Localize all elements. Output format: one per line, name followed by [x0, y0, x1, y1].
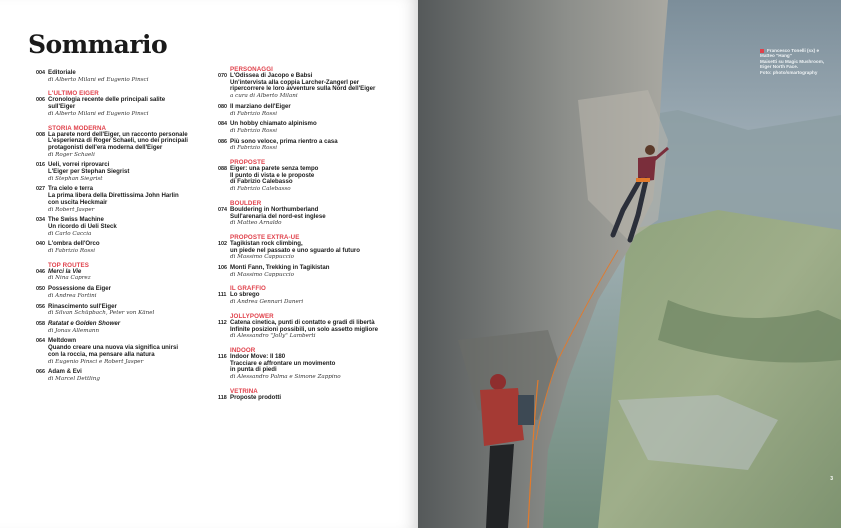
contents-column-left — [36, 66, 206, 383]
section-heading: PERSONAGGI — [230, 66, 273, 73]
section-heading: INDOOR — [230, 346, 256, 354]
page-title: Sommario — [28, 30, 168, 59]
contents-entry[interactable] — [36, 132, 206, 159]
entry-author: di Fabrizio Rossi — [48, 248, 96, 255]
contents-entry[interactable] — [36, 369, 206, 382]
entry-author: a cura di Alberto Milani — [230, 93, 298, 100]
contents-entry[interactable] — [218, 241, 386, 261]
entry-page-number: 080 — [218, 103, 227, 110]
entry-author: di Fabrizio Calebasso — [230, 186, 291, 193]
section-heading: JOLLYPOWER — [230, 312, 274, 320]
section-heading: L'ULTIMO EIGER — [48, 90, 99, 98]
entry-title: The Swiss Machine Un ricordo di Ueli Steck — [48, 216, 117, 230]
entry-title: Editoriale — [48, 69, 76, 76]
contents-entry[interactable] — [218, 354, 386, 381]
section-heading: VETRINA — [230, 387, 258, 395]
entry-page-number: 004 — [36, 70, 45, 76]
contents-entry[interactable] — [36, 217, 206, 237]
entry-page-number: 074 — [218, 206, 227, 213]
entry-title: Cronologia recente delle principali salite sull'Eiger — [48, 96, 166, 111]
entry-title: Meltdown Quando creare una nuova via significa unirsi con la roccia, ma pensare alla natura — [48, 337, 179, 358]
section-heading: TOP ROUTES — [48, 261, 89, 269]
entry-author: di Andrea Fortini — [48, 292, 97, 299]
entry-page-number: 088 — [218, 166, 227, 173]
caption-marker — [760, 49, 764, 53]
entry-page-number: 040 — [36, 241, 45, 248]
entry-author: di Fabrizio Rossi — [230, 110, 278, 117]
contents-entry[interactable] — [218, 73, 386, 100]
entry-title: Il marziano dell'Eiger — [230, 102, 291, 110]
entry-author: di Silvan Schüpbach, Peter von Känel — [48, 310, 155, 317]
contents-entry[interactable] — [218, 139, 386, 152]
entry-author: di Matteo Arnaldo — [230, 220, 282, 227]
entry-title: Più sono veloce, prima rientro a casa — [230, 137, 338, 145]
entry-author: di Nina Caprez — [48, 275, 91, 282]
entry-page-number: 056 — [36, 303, 45, 310]
entry-page-number: 112 — [218, 319, 227, 326]
entry-author: di Andrea Gennari Daneri — [230, 299, 304, 306]
entry-title: Eiger: una parete senza tempo Il punto di vista e le proposte di Fabrizio Calebasso — [230, 165, 319, 186]
entry-page-number: 111 — [218, 292, 227, 299]
entry-page-number: 034 — [36, 217, 45, 224]
page-number: 3 — [830, 476, 833, 482]
entry-author: di Carlo Caccia — [48, 230, 92, 237]
contents-entry[interactable] — [36, 338, 206, 365]
entry-page-number: 046 — [36, 268, 45, 275]
section-heading: PROPOSTE EXTRA-UE — [230, 233, 300, 241]
entry-title: Tra cielo e terra La prima libera della Direttissima John Harlin con uscita Heckmair — [48, 185, 179, 206]
entry-title: L'Odissea di Jacopo e Babsi Un'intervista alla coppia Larcher-Zangerl per ripercorrere le loro avventure sulla Nord dell'Eiger — [230, 72, 376, 93]
section-heading: IL GRAFFIO — [230, 285, 266, 293]
entry-title: Ueli, vorrei riprovarci L'Eiger per Stephan Siegrist — [48, 161, 130, 176]
entry-title: Tagikistan rock climbing, un piede nel passato e uno sguardo al futuro — [230, 239, 361, 254]
contents-entry[interactable] — [36, 70, 206, 83]
entry-page-number: 064 — [36, 338, 45, 345]
entry-author: di Stephan Siegrist — [48, 175, 103, 182]
contents-entry[interactable] — [218, 104, 386, 117]
contents-entry[interactable] — [36, 186, 206, 213]
contents-entry[interactable] — [36, 286, 206, 299]
entry-author: di Alessandro "Jolly" Lamberti — [230, 333, 316, 340]
contents-entry[interactable] — [36, 241, 206, 254]
entry-author: di Alberto Milani ed Eugenio Pinsci — [48, 76, 149, 83]
entry-title: Indoor Move: Il 180 Tracciare e affrontare un movimento in punta di piedi — [230, 352, 336, 374]
entry-author: di Roger Schaeli — [48, 151, 95, 158]
entry-title: Catena cinetica, punti di contatto e gradi di libertà Infinite posizioni possibili, un solo assetto migliore — [230, 318, 378, 333]
entry-page-number: 070 — [218, 73, 227, 79]
entry-title: Un hobby chiamato alpinismo — [230, 120, 317, 128]
entry-author: di Jonas Allemann — [48, 327, 100, 334]
entry-author: di Massimo Cappuccio — [230, 271, 294, 278]
entry-page-number: 116 — [218, 353, 227, 360]
entry-title: Proposte prodotti — [230, 393, 282, 401]
contents-entry[interactable] — [218, 121, 386, 134]
entry-page-number: 006 — [36, 97, 45, 104]
contents-entry[interactable] — [36, 97, 206, 117]
entry-title: Adam & Evi — [48, 368, 82, 376]
entry-title: Lo sbrego — [230, 291, 260, 299]
entry-author: di Massimo Cappuccio — [230, 254, 294, 261]
entry-title: La parete nord dell'Eiger, un racconto personale L'esperienza di Roger Schaeli, uno dei principali protagonisti dell'era moderna dell'Eiger — [48, 130, 188, 151]
photo-page — [418, 0, 841, 528]
caption-text: Francesco Tonelli (sx) e Matteo "Hang" Maisetti su Magic Mushroom, Eiger North Face. Foto: photo/smartography — [760, 48, 825, 75]
entry-title: Possessione da Eiger — [48, 285, 111, 293]
entry-page-number: 086 — [218, 138, 227, 145]
entry-author: di Alberto Milani ed Eugenio Pinsci — [48, 110, 149, 117]
entry-title: L'ombra dell'Orco — [48, 240, 100, 248]
section-heading: PROPOSTE — [230, 159, 266, 167]
contents-entry[interactable] — [36, 269, 206, 282]
contents-entry[interactable] — [218, 207, 386, 227]
entry-author: di Marcel Dettling — [48, 375, 100, 382]
entry-page-number: 118 — [218, 394, 227, 401]
climbing-photo — [418, 0, 841, 528]
entry-author: di Robert Jasper — [48, 206, 95, 213]
entry-author: di Eugenio Pinsci e Robert Jasper — [48, 358, 144, 365]
section-heading: BOULDER — [230, 199, 262, 207]
entry-author: di Fabrizio Rossi — [230, 127, 278, 134]
contents-entry[interactable] — [36, 321, 206, 334]
section-heading: STORIA MODERNA — [48, 124, 107, 132]
entry-page-number: 084 — [218, 121, 227, 128]
photo-caption — [760, 48, 834, 75]
entry-page-number: 027 — [36, 186, 45, 193]
entry-page-number: 066 — [36, 369, 45, 376]
entry-title: Merci la Vie — [48, 267, 82, 275]
contents-entry[interactable] — [218, 166, 386, 193]
entry-author: di Fabrizio Rossi — [230, 145, 278, 152]
entry-title: Rinascimento sull'Eiger — [48, 302, 117, 310]
entry-page-number: 016 — [36, 162, 45, 169]
entry-author: di Alessandro Palma e Simone Zappino — [230, 374, 341, 381]
entry-page-number: 102 — [218, 240, 227, 247]
entry-title: Ratatat e Golden Shower — [48, 319, 121, 327]
contents-entry[interactable] — [36, 304, 206, 317]
entry-page-number: 008 — [36, 131, 45, 138]
contents-entry[interactable] — [218, 395, 386, 402]
contents-column-right — [218, 66, 386, 402]
contents-entry[interactable] — [218, 320, 386, 340]
entry-title: Monti Fann, Trekking in Tagikistan — [230, 264, 330, 272]
entry-page-number: 058 — [36, 320, 45, 327]
contents-entry[interactable] — [218, 292, 386, 305]
contents-page — [0, 0, 418, 528]
entry-page-number: 050 — [36, 286, 45, 293]
entry-title: Bouldering in Northumberland Sull'arenaria del nord-est inglese — [230, 205, 326, 220]
contents-entry[interactable] — [218, 265, 386, 278]
entry-page-number: 106 — [218, 265, 227, 272]
contents-entry[interactable] — [36, 162, 206, 182]
